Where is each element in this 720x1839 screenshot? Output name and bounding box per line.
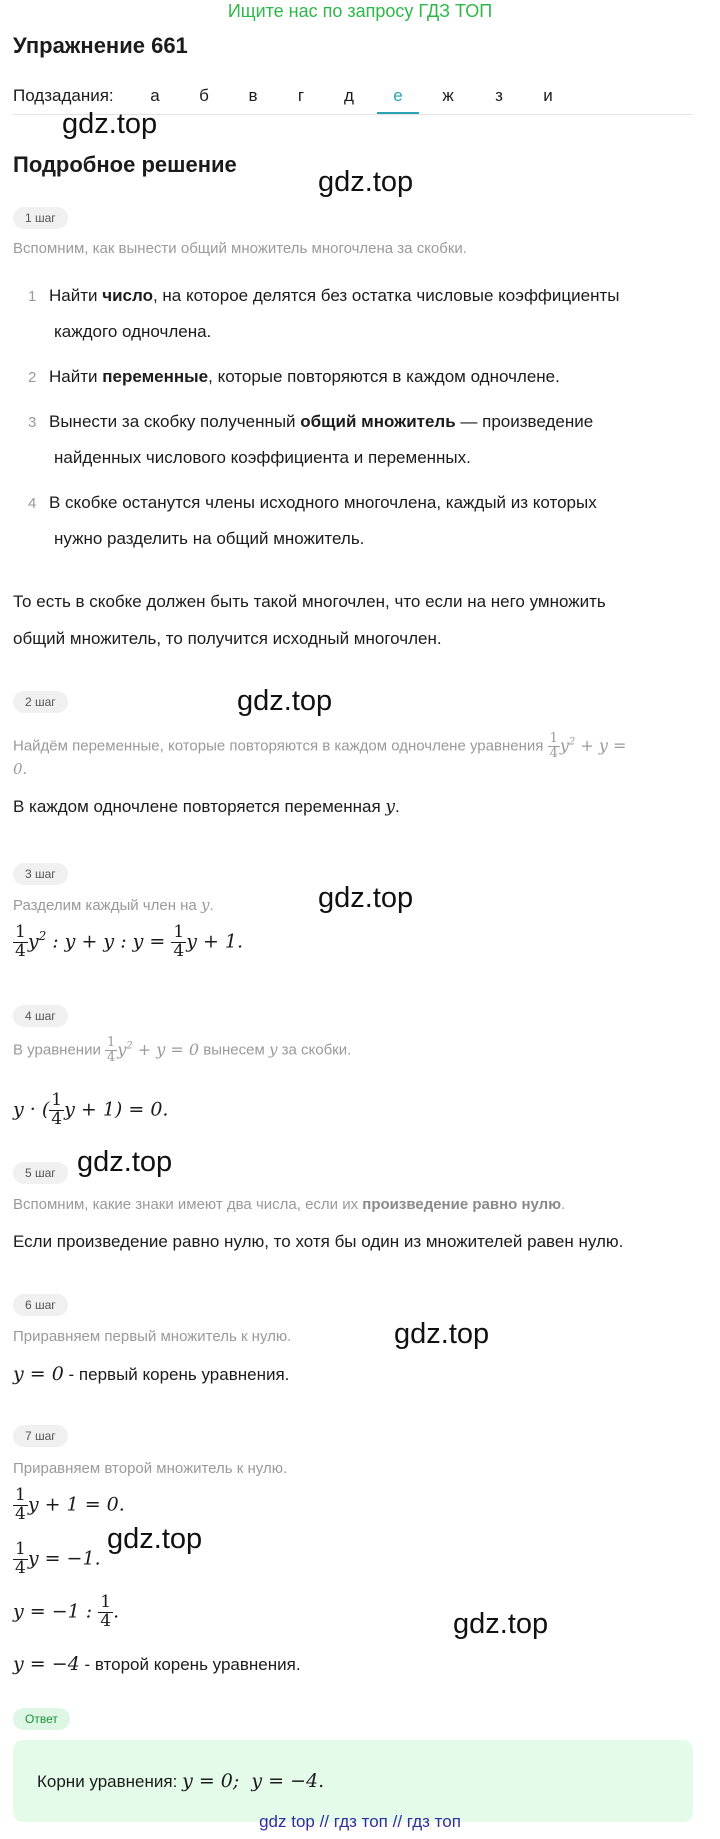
tab-z[interactable]: з	[495, 86, 503, 105]
equation: $\frac{1}{4}$ y + 1 = 0.	[15, 1485, 125, 1524]
equation-continuation: 0.	[13, 760, 28, 778]
step-text: В каждом одночлене повторяется переменная y.	[13, 797, 400, 817]
list-number: 2	[28, 369, 37, 386]
step-intro: Разделим каждый член на y.	[13, 896, 214, 914]
step-intro: В уравнении $\frac{1}{4}$ $y^2 + y = 0$ вынесем y за скобки.	[13, 1035, 352, 1065]
subtasks-label: Подзадания:	[13, 86, 114, 105]
list-item-text: каждого одночлена.	[54, 322, 212, 341]
answer-badge: Ответ	[13, 1708, 70, 1730]
step-badge: 5 шаг	[13, 1162, 68, 1184]
list-item-text: нужно разделить на общий множитель.	[54, 529, 365, 548]
watermark: gdz.top	[394, 1318, 490, 1350]
tab-d[interactable]: д	[344, 86, 354, 105]
tab-zh[interactable]: ж	[442, 86, 454, 105]
page-title: Упражнение 661	[13, 33, 188, 58]
list-item-text: найденных числового коэффициента и переменных.	[54, 448, 471, 467]
watermark: gdz.top	[453, 1608, 549, 1640]
step-intro: Вспомним, какие знаки имеют два числа, если их произведение равно нулю.	[13, 1196, 566, 1213]
watermark: gdz.top	[107, 1523, 203, 1555]
step-intro: Приравняем первый множитель к нулю.	[13, 1328, 292, 1345]
watermark: gdz.top	[237, 685, 333, 717]
solution-heading: Подробное решение	[13, 152, 237, 177]
list-item-text: Найти число, на которое делятся без остатка числовые коэффициенты	[49, 286, 620, 305]
tab-e[interactable]: е	[393, 86, 403, 105]
watermark: gdz.top	[318, 882, 414, 914]
summary-text: общий множитель, то получится исходный многочлен.	[13, 629, 442, 648]
tab-i[interactable]: и	[543, 86, 553, 105]
tab-b[interactable]: б	[199, 86, 209, 105]
equation: $\frac{1}{4}$ $y^2$ : y + y : y = $\frac{1}{4}$ y + 1.	[15, 922, 244, 961]
watermark: gdz.top	[318, 166, 414, 198]
tab-g[interactable]: г	[297, 86, 305, 105]
step-intro: Приравняем второй множитель к нулю.	[13, 1460, 288, 1477]
summary-text: То есть в скобке должен быть такой многочлен, что если на него умножить	[13, 592, 606, 611]
watermark: gdz.top	[77, 1146, 173, 1178]
watermark: gdz.top	[62, 108, 158, 140]
equation: y = −1 : $\frac{1}{4}$ .	[13, 1592, 120, 1631]
tab-v[interactable]: в	[248, 86, 258, 105]
answer-text: Корни уравнения: y = 0; y = −4.	[37, 1770, 325, 1792]
step-badge: 1 шаг	[13, 207, 68, 229]
root-statement: y = −4 - второй корень уравнения.	[13, 1653, 301, 1675]
list-number: 1	[28, 288, 37, 305]
tab-a[interactable]: а	[150, 86, 160, 105]
step-badge: 3 шаг	[13, 863, 68, 885]
search-banner: Ищите нас по запросу ГДЗ ТОП	[227, 1, 493, 21]
footer-links[interactable]: gdz top // гдз топ // гдз топ	[259, 1812, 461, 1831]
list-number: 3	[28, 414, 37, 431]
root-statement: y = 0 - первый корень уравнения.	[13, 1363, 290, 1385]
step-text: Если произведение равно нулю, то хотя бы один из множителей равен нулю.	[13, 1232, 624, 1251]
step-badge: 4 шаг	[13, 1005, 68, 1027]
equation: $\frac{1}{4}$ y = −1.	[15, 1539, 101, 1578]
step-badge: 6 шаг	[13, 1294, 68, 1316]
list-number: 4	[28, 495, 37, 512]
list-item-text: Найти переменные, которые повторяются в каждом одночлене.	[49, 367, 560, 386]
step-intro: Найдём переменные, которые повторяются в каждом одночлене уравнения $\frac{1}{4}$ $y^2 + y$ =	[13, 731, 627, 761]
step-badge: 2 шаг	[13, 691, 68, 713]
step-intro: Вспомним, как вынести общий множитель многочлена за скобки.	[13, 240, 467, 257]
list-item-text: Вынести за скобку полученный общий множитель — произведение	[49, 412, 594, 431]
equation: y · ( $\frac{1}{4}$ y + 1) = 0.	[13, 1090, 169, 1129]
list-item-text: В скобке останутся члены исходного многочлена, каждый из которых	[49, 493, 597, 512]
step-badge: 7 шаг	[13, 1425, 68, 1447]
